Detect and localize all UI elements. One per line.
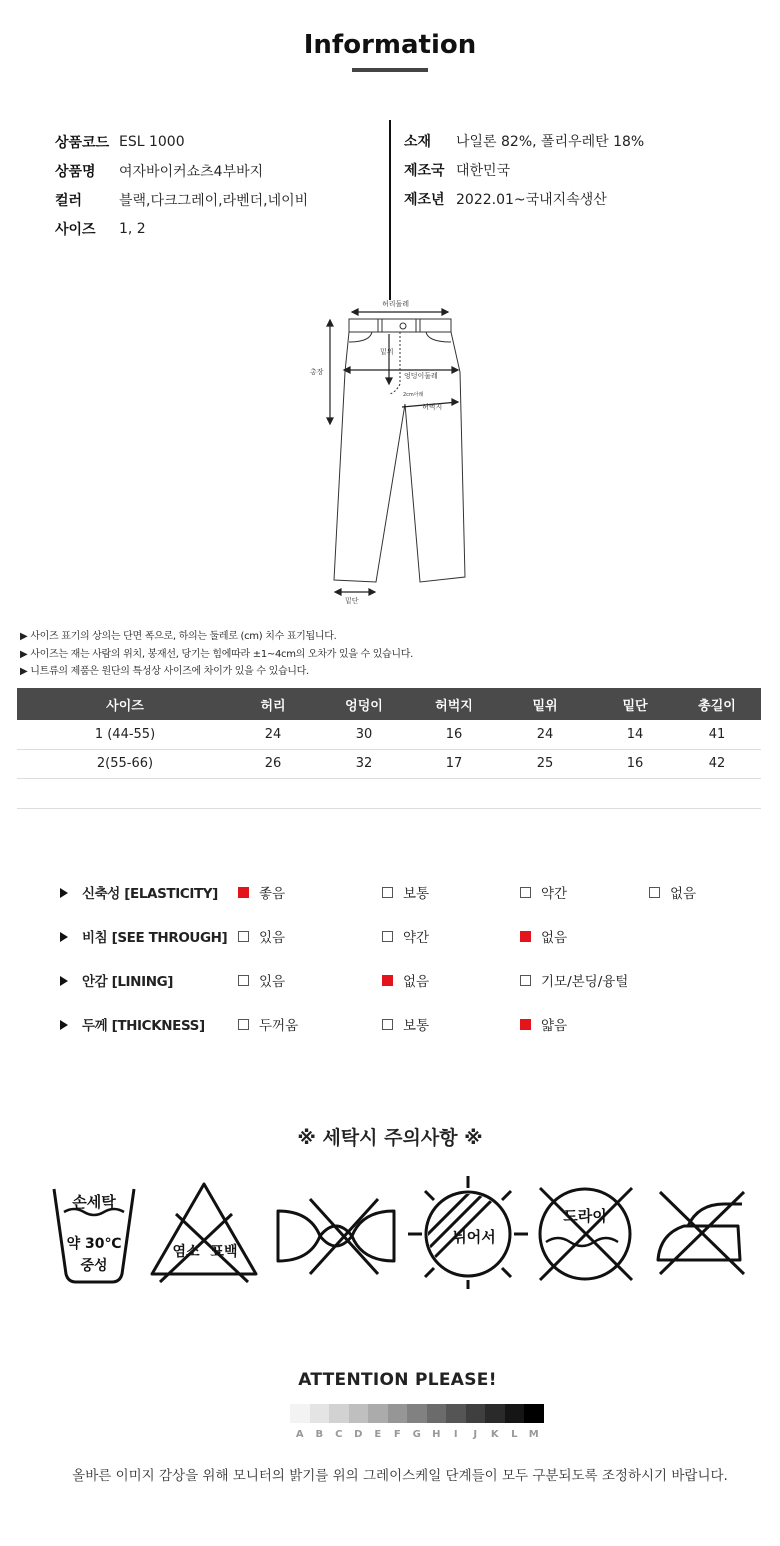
property-elasticity xyxy=(60,870,760,914)
table-cell: 16 xyxy=(415,720,493,749)
divider-line xyxy=(389,120,391,300)
rise-label: 밑위 xyxy=(380,348,394,356)
grayscale-letter: E xyxy=(374,1429,382,1440)
checkbox[interactable] xyxy=(382,887,393,898)
header-length: 총길이 xyxy=(673,688,761,720)
hip-label: 엉덩이둘레 xyxy=(404,372,438,380)
table-cell: 25 xyxy=(493,749,597,778)
grayscale-swatch xyxy=(446,1404,466,1423)
spec-right xyxy=(404,126,644,213)
checkbox[interactable] xyxy=(238,975,249,986)
grayscale-letter: G xyxy=(412,1429,421,1440)
option-label: 기모/본딩/융털 xyxy=(541,974,629,990)
spec-key: 컬러 xyxy=(55,192,83,209)
spec-row xyxy=(404,155,644,184)
table-header-row xyxy=(17,688,761,720)
spec-value: 1, 2 xyxy=(119,220,146,237)
hand-wash-top-label: 손세탁 xyxy=(72,1193,116,1211)
grayscale-letter: I xyxy=(453,1429,458,1440)
checkbox-checked[interactable] xyxy=(238,887,249,898)
grayscale-letter: A xyxy=(295,1429,304,1440)
option[interactable] xyxy=(238,882,285,902)
option-label: 좋음 xyxy=(259,886,286,902)
table-cell: 41 xyxy=(673,720,761,749)
header-waist: 허리 xyxy=(233,688,313,720)
size-notes xyxy=(20,628,413,681)
checkbox[interactable] xyxy=(238,1019,249,1030)
wash-title: ※ 세탁시 주의사항 ※ xyxy=(297,1127,483,1149)
property-label xyxy=(60,926,227,946)
option[interactable] xyxy=(649,882,696,902)
table-row xyxy=(17,749,761,778)
spec-row xyxy=(404,184,644,213)
checkbox[interactable] xyxy=(238,931,249,942)
fabric-properties xyxy=(60,870,760,1046)
grayscale-swatch xyxy=(329,1404,349,1423)
table-cell: 24 xyxy=(493,720,597,749)
checkbox[interactable] xyxy=(382,1019,393,1030)
option-label: 얇음 xyxy=(541,1018,568,1034)
table-cell: 1 (44-55) xyxy=(17,720,233,749)
option-label: 약간 xyxy=(541,886,568,902)
spec-value: 여자바이커쇼츠4부바지 xyxy=(119,163,264,180)
grayscale-bar xyxy=(290,1404,544,1423)
wash-icons xyxy=(48,1174,748,1289)
grayscale-letter: C xyxy=(335,1429,343,1440)
attention-title: ATTENTION PLEASE! xyxy=(298,1370,497,1390)
grayscale-swatch xyxy=(407,1404,427,1423)
grayscale-swatch xyxy=(368,1404,388,1423)
table-cell: 14 xyxy=(597,720,673,749)
option[interactable] xyxy=(238,926,285,946)
spec-value: 블랙,다크그레이,라벤더,네이비 xyxy=(119,192,309,209)
option[interactable] xyxy=(382,970,429,990)
header-hip: 엉덩이 xyxy=(313,688,415,720)
option-label: 있음 xyxy=(259,930,286,946)
table-cell: 30 xyxy=(313,720,415,749)
option-label: 보통 xyxy=(403,1018,430,1034)
grayscale-swatch xyxy=(310,1404,330,1423)
option-label: 없음 xyxy=(670,886,697,902)
dry-flat-label: 뉘어서 xyxy=(452,1228,496,1246)
hand-wash-neutral-label: 중성 xyxy=(80,1258,108,1274)
grayscale-swatch xyxy=(485,1404,505,1423)
option[interactable] xyxy=(238,1014,298,1034)
option-label: 없음 xyxy=(403,974,430,990)
no-twist-icon xyxy=(278,1211,320,1261)
option[interactable] xyxy=(382,926,429,946)
table-cell: 17 xyxy=(415,749,493,778)
property-label-text: 신축성 [ELASTICITY] xyxy=(82,886,218,902)
header-size: 사이즈 xyxy=(17,688,233,720)
checkbox[interactable] xyxy=(382,931,393,942)
table-cell: 24 xyxy=(233,720,313,749)
attention-description: 올바른 이미지 감상을 위해 모니터의 밝기를 위의 그레이스케일 단계들이 모두 구분되도록 조정하시기 바랍니다. xyxy=(72,1468,728,1484)
checkbox-checked[interactable] xyxy=(520,1019,531,1030)
table-cell: 32 xyxy=(313,749,415,778)
option-label: 있음 xyxy=(259,974,286,990)
grayscale-letter: K xyxy=(490,1429,499,1440)
grayscale-letter: J xyxy=(473,1429,478,1440)
option[interactable] xyxy=(382,882,429,902)
grayscale-swatch xyxy=(388,1404,408,1423)
bleach-label: 표백 xyxy=(210,1244,238,1260)
dry-clean-label: 드라이 xyxy=(563,1207,607,1225)
spec-key: 소재 xyxy=(404,133,432,150)
option[interactable] xyxy=(382,1014,429,1034)
grayscale-swatch xyxy=(466,1404,486,1423)
checkbox[interactable] xyxy=(649,887,660,898)
triangle-icon xyxy=(60,888,68,898)
spec-key: 상품명 xyxy=(55,163,96,180)
spec-value: ESL 1000 xyxy=(119,133,185,150)
grayscale-letter: H xyxy=(432,1429,441,1440)
option-label: 약간 xyxy=(403,930,430,946)
grayscale-letter: B xyxy=(315,1429,324,1440)
header-hem: 밑단 xyxy=(597,688,673,720)
property-label-text: 두께 [THICKNESS] xyxy=(82,1018,205,1034)
title-underline xyxy=(352,68,428,72)
page-title: Information xyxy=(303,30,477,60)
table-cell: 16 xyxy=(597,749,673,778)
spec-value: 2022.01~국내지속생산 xyxy=(456,191,607,208)
spec-row xyxy=(55,214,308,243)
option[interactable] xyxy=(520,926,567,946)
spec-row xyxy=(55,156,308,185)
property-lining xyxy=(60,958,760,1002)
property-label xyxy=(60,1014,205,1034)
note-line: ▶ 니트류의 제품은 원단의 특성상 사이즈에 차이가 있을 수 있습니다. xyxy=(20,666,309,677)
option[interactable] xyxy=(520,970,628,990)
option[interactable] xyxy=(520,882,567,902)
hand-wash-temp-label: 약 30℃ xyxy=(66,1236,122,1252)
property-label xyxy=(60,882,218,902)
hem-label: 밑단 xyxy=(345,597,359,605)
size-table xyxy=(17,688,761,809)
table-cell: 2(55-66) xyxy=(17,749,233,778)
option-label: 보통 xyxy=(403,886,430,902)
spec-value: 나일론 82%, 폴리우레탄 18% xyxy=(456,133,645,150)
bleach-triangle-icon xyxy=(152,1184,256,1274)
bleach-chlorine-label: 염소 xyxy=(172,1244,200,1260)
note-line: ▶ 사이즈는 재는 사람의 위치, 봉재선, 당기는 힘에따라 ±1~4cm의 오차가 있을 수 있습니다. xyxy=(20,648,414,660)
length-label: 총장 xyxy=(310,368,324,376)
grayscale-swatch xyxy=(505,1404,525,1423)
spec-row xyxy=(404,126,644,155)
option-label: 없음 xyxy=(541,930,568,946)
grayscale-letter: L xyxy=(511,1429,518,1440)
option[interactable] xyxy=(520,1014,567,1034)
spec-key: 상품코드 xyxy=(55,134,110,151)
header-rise: 밑위 xyxy=(493,688,597,720)
property-label xyxy=(60,970,173,990)
grayscale-letter: D xyxy=(354,1429,363,1440)
table-cell-empty xyxy=(17,778,761,808)
spec-row xyxy=(55,185,308,214)
checkbox-checked[interactable] xyxy=(382,975,393,986)
checkbox-checked[interactable] xyxy=(520,931,531,942)
option[interactable] xyxy=(238,970,285,990)
table-row-empty xyxy=(17,778,761,808)
spec-key: 제조년 xyxy=(404,191,445,208)
grayscale-letter: F xyxy=(393,1429,401,1440)
triangle-icon xyxy=(60,1020,68,1030)
triangle-icon xyxy=(60,932,68,942)
grayscale-letter: M xyxy=(528,1429,539,1440)
waist-label: 허리둘레 xyxy=(382,300,410,308)
header-thigh: 허벅지 xyxy=(415,688,493,720)
spec-key: 제조국 xyxy=(404,162,445,179)
table-cell: 42 xyxy=(673,749,761,778)
property-see-through xyxy=(60,914,760,958)
small-label: 2cm아래 xyxy=(403,392,424,398)
grayscale-swatch xyxy=(524,1404,544,1423)
spec-value: 대한민국 xyxy=(456,162,511,179)
spec-left xyxy=(55,127,308,243)
grayscale-swatch xyxy=(349,1404,369,1423)
checkbox[interactable] xyxy=(520,887,531,898)
option-label: 두꺼움 xyxy=(259,1018,299,1034)
triangle-icon xyxy=(60,976,68,986)
table-row xyxy=(17,720,761,749)
thigh-label: 허벅지 xyxy=(422,403,443,411)
grayscale-letters xyxy=(290,1429,544,1440)
table-cell: 26 xyxy=(233,749,313,778)
pants-measurement-diagram xyxy=(300,292,480,610)
property-thickness xyxy=(60,1002,760,1046)
property-label-text: 안감 [LINING] xyxy=(82,974,174,990)
property-label-text: 비침 [SEE THROUGH] xyxy=(82,930,228,946)
grayscale-swatch xyxy=(290,1404,310,1423)
grayscale-swatch xyxy=(427,1404,447,1423)
note-line: ▶ 사이즈 표기의 상의는 단면 폭으로, 하의는 둘레로 (cm) 치수 표기됩니다. xyxy=(20,631,337,642)
spec-key: 사이즈 xyxy=(55,221,96,238)
spec-row xyxy=(55,127,308,156)
checkbox[interactable] xyxy=(520,975,531,986)
